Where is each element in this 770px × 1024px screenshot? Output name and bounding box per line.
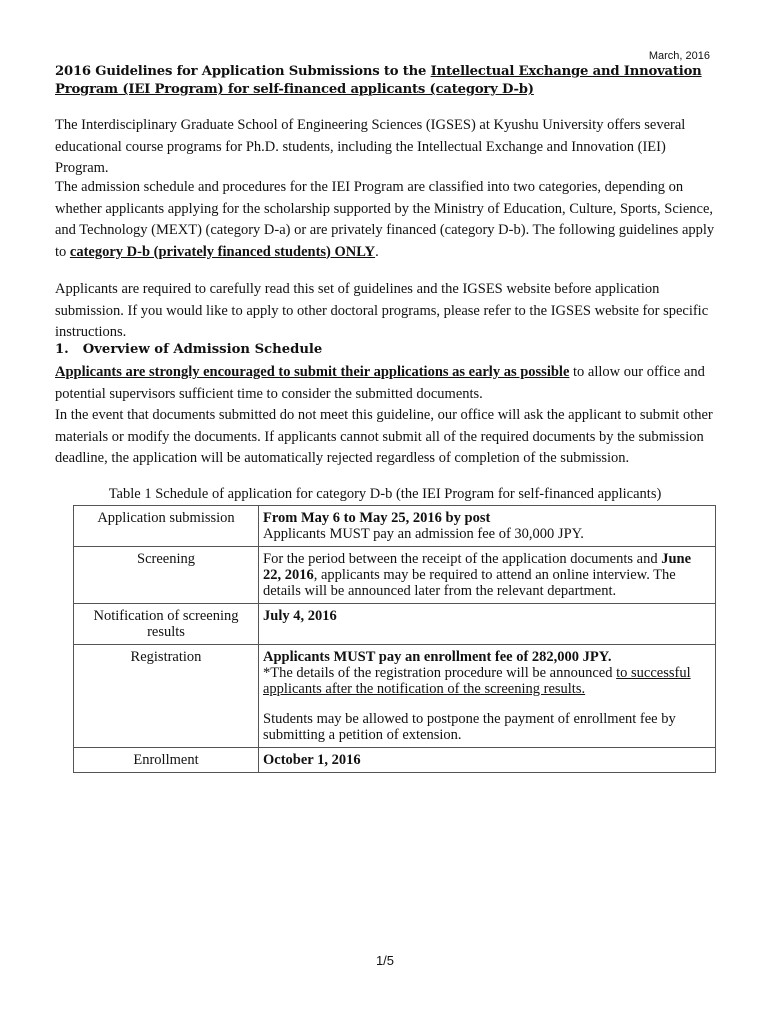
- table-row: [74, 506, 716, 547]
- page-number: 1/5: [375, 953, 395, 968]
- table-row: [74, 547, 716, 604]
- table-row: [74, 645, 716, 748]
- row-label: Registration: [74, 645, 259, 748]
- intro-paragraph-2: [55, 177, 720, 263]
- section-1-emphasis: Applicants are strongly encouraged to submit their applications as early as possible: [55, 364, 570, 380]
- row-value: [259, 645, 716, 748]
- document-date: March, 2016: [648, 50, 710, 62]
- registration-postpone-note: Students may be allowed to postpone the payment of enrollment fee by submitting a petition of extension.: [263, 711, 676, 743]
- title-part-2: Intellectual Exchange and Innovation Program (IEI Program) for self-financed applicants (category D-b): [55, 64, 702, 97]
- screening-text-2: , applicants may be required to attend an online interview. The details will be announced later from the relevant department.: [263, 567, 676, 599]
- intro-paragraph-1: The Interdisciplinary Graduate School of Engineering Sciences (IGSES) at Kyushu University offers several educational course programs for Ph.D. students, including the Intellectual Exchange and Innovation (IEI) Program.: [55, 117, 686, 176]
- section-1-number: 1.: [55, 342, 69, 357]
- row-label: Screening: [74, 547, 259, 604]
- notification-date: July 4, 2016: [263, 608, 337, 624]
- submission-fee-note: Applicants MUST pay an admission fee of 30,000 JPY.: [263, 526, 584, 542]
- intro-p2-end: .: [375, 243, 379, 260]
- submission-period: From May 6 to May 25, 2016 by post: [263, 510, 491, 526]
- screening-date: June 22, 2016: [263, 551, 692, 583]
- spacer: [263, 697, 711, 711]
- section-1-paragraph-2: In the event that documents submitted do not meet this guideline, our office will ask the applicant to submit other materials or modify the documents. If applicants cannot submit all of the required documents by the submission deadline, the application will be automatically rejected regardless of completion of the submission.: [55, 407, 713, 466]
- document-title: [55, 63, 715, 99]
- section-1-p1-rest: to allow our office and potential supervisors sufficient time to consider the submitted documents.: [55, 364, 705, 402]
- row-label: Enrollment: [74, 748, 259, 773]
- row-label: Application submission: [74, 506, 259, 547]
- schedule-table: [73, 505, 716, 773]
- enrollment-fee-note: Applicants MUST pay an enrollment fee of 282,000 JPY.: [263, 649, 612, 665]
- registration-details: [263, 665, 711, 697]
- intro-p2-text: The admission schedule and procedures for the IEI Program are classified into two categories, depending on whether applicants applying for the scholarship supported by the Ministry of Education, Culture, Sports, Science, and Technology (MEXT) (category D-a) or are privately financed (category D-b). The following guidelines apply to: [55, 179, 715, 260]
- row-value: [259, 748, 716, 773]
- table-caption: Table 1 Schedule of application for category D-b (the IEI Program for self-financed applicants): [108, 486, 662, 502]
- enrollment-date: October 1, 2016: [263, 752, 361, 768]
- table-row: [74, 748, 716, 773]
- table-row: [74, 604, 716, 645]
- registration-underlined: to successful applicants after the notification of the screening results.: [263, 665, 691, 697]
- registration-text-1: *The details of the registration procedure will be announced: [263, 665, 617, 681]
- section-1-title: Overview of Admission Schedule: [82, 342, 323, 357]
- section-1-paragraph-1: [55, 362, 720, 470]
- screening-text-1: For the period between the receipt of the application documents and: [263, 551, 662, 567]
- section-1-heading: [55, 342, 322, 357]
- row-value: [259, 604, 716, 645]
- intro-p2-emphasis: category D-b (privately financed students) ONLY: [69, 243, 376, 260]
- intro-paragraph-3: Applicants are required to carefully read this set of guidelines and the IGSES website before application submission. If you would like to apply to other doctoral programs, please refer to the IGSES website for specific instructions.: [55, 281, 709, 340]
- title-part-1: 2016 Guidelines for Application Submissions to the: [55, 64, 431, 79]
- row-value: [259, 547, 716, 604]
- row-label: Notification of screening results: [74, 604, 259, 645]
- row-value: [259, 506, 716, 547]
